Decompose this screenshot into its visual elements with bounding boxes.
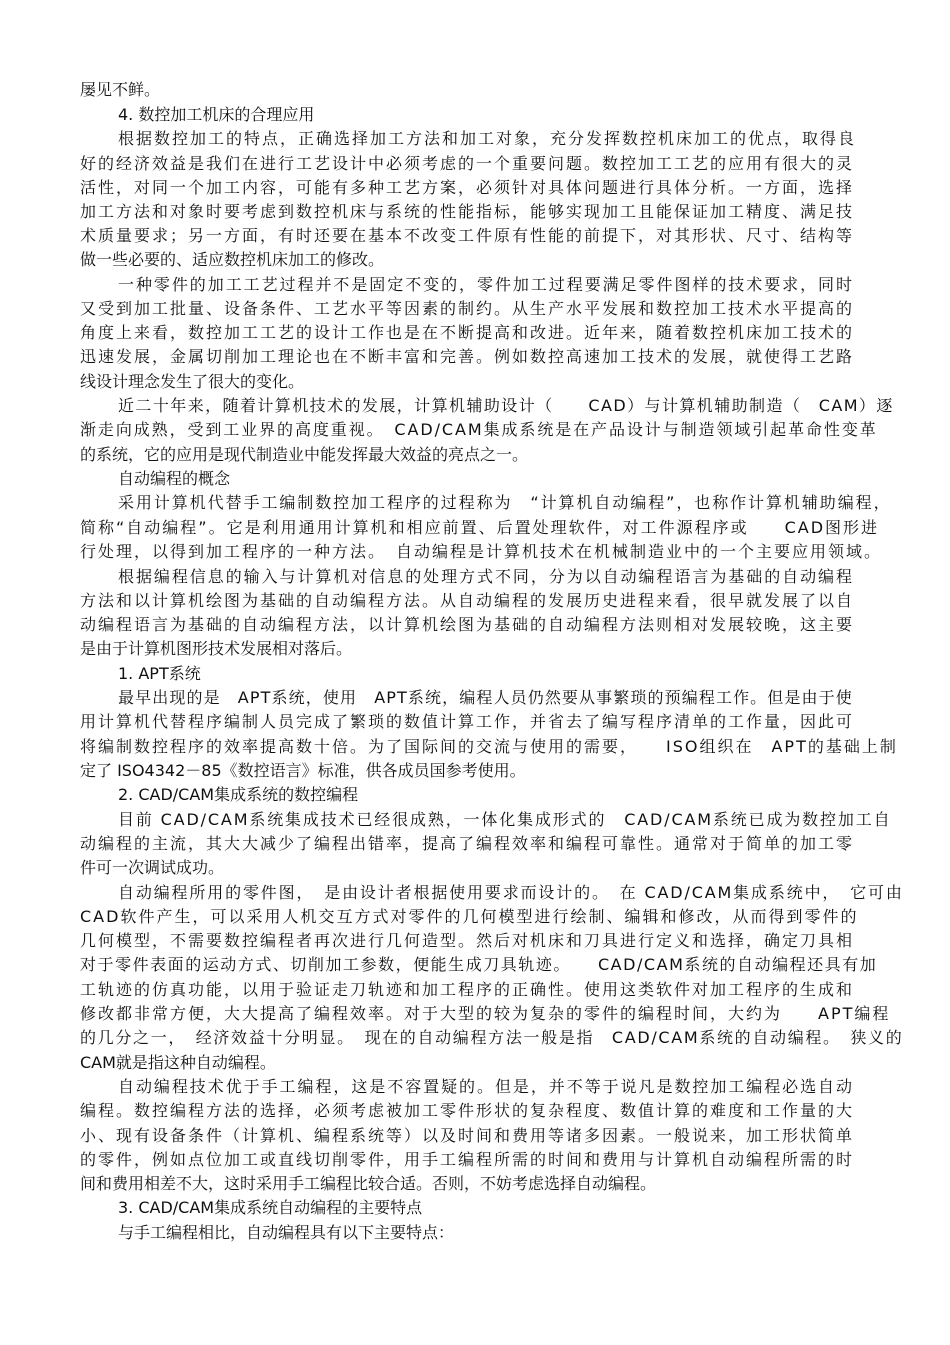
text-line: 与手工编程相比，自动编程具有以下主要特点： <box>118 1223 455 1242</box>
text-line: 的零件，例如点位加工或直线切削零件，用手工编程所需的时间和费用与计算机自动编程所需的时 <box>80 1150 855 1169</box>
text-line: 术质量要求；另一方面，有时还要在基本不改变工件原有性能的前提下，对其形状、尺寸、结构等 <box>80 226 855 245</box>
text-line: 间和费用相差不大，这时采用手工编程比较合适。否则，不妨考虑选择自动编程。 <box>80 1174 657 1193</box>
text-line: 一种零件的加工工艺过程并不是固定不变的，零件加工过程要满足零件图样的技术要求，同时 <box>118 275 854 294</box>
text-line: 采用计算机代替手工编制数控加工程序的过程称为 “计算机自动编程”，也称作计算机辅助编程， <box>118 493 892 512</box>
text-line: 做一些必要的、适应数控机床加工的修改。 <box>80 250 385 269</box>
text-line: 渐走向成熟，受到工业界的高度重视。 CAD/CAM集成系统是在产品设计与制造领域引起革命性变革 <box>80 420 878 439</box>
text-line: 的几分之一， 经济效益十分明显。 现在的自动编程方法一般是指 CAD/CAM系统的自动编程。 狭义的 <box>80 1028 904 1047</box>
text-line: 定了 ISO4342－85《数控语言》标准，供各成员国参考使用。 <box>80 761 526 780</box>
text-line: 1. APT系统 <box>118 664 201 683</box>
text-line: 几何模型，不需要数控编程者再次进行几何造型。然后对机床和刀具进行定义和选择，确定刀具相 <box>80 931 855 950</box>
text-line: 的系统，它的应用是现代制造业中能发挥最大效益的亮点之一。 <box>80 445 529 464</box>
text-line: 自动编程的概念 <box>118 469 231 488</box>
text-line: 3. CAD/CAM集成系统自动编程的主要特点 <box>118 1198 423 1217</box>
text-line: 加工方法和对象时要考虑到数控机床与系统的性能指标，能够实现加工且能保证加工精度、满足技 <box>80 202 855 221</box>
text-line: 4. 数控加工机床的合理应用 <box>118 105 315 124</box>
text-line: 自动编程所用的零件图， 是由设计者根据使用要求而设计的。 在 CAD/CAM集成系统中， 它可由 <box>118 883 904 902</box>
text-line: 屡见不鲜。 <box>80 80 161 99</box>
text-line: 工轨迹的仿真功能，以用于验证走刀轨迹和加工程序的正确性。使用这类软件对加工程序的生成和 <box>80 980 855 999</box>
text-line: 好的经济效益是我们在进行工艺设计中必须考虑的一个重要问题。数控加工工艺的应用有很大的灵 <box>80 154 855 173</box>
text-line: CAM就是指这种自动编程。 <box>80 1053 276 1072</box>
text-line: 对于零件表面的运动方式、切削加工参数，便能生成刀具轨迹。 CAD/CAM系统的自动编程还具有加 <box>80 955 878 974</box>
text-line: 根据数控加工的特点，正确选择加工方法和加工对象，充分发挥数控机床加工的优点，取得良 <box>118 129 857 148</box>
text-line: 将编制数控程序的效率提高数十倍。为了国际间的交流与使用的需要， ISO组织在 APT的基础上制 <box>80 737 898 756</box>
text-line: 活性，对同一个加工内容，可能有多种工艺方案，必须针对具体问题进行具体分析。一方面，选择 <box>80 178 855 197</box>
text-line: 根据编程信息的输入与计算机对信息的处理方式不同，分为以自动编程语言为基础的自动编程 <box>118 567 854 586</box>
text-line: 动编程语言为基础的自动编程方法，以计算机绘图为基础的自动编程方法则相对发展较晚，这主要 <box>80 615 855 634</box>
text-line: 方法和以计算机绘图为基础的自动编程方法。从自动编程的发展历史进程来看，很早就发展了以自 <box>80 591 855 610</box>
text-line: 修改都非常方便，大大提高了编程效率。对于大型的较为复杂的零件的编程时间，大约为 APT编程 <box>80 1004 891 1023</box>
text-line: 件可一次调试成功。 <box>80 858 225 877</box>
text-line: 目前 CAD/CAM系统集成技术已经很成熟，一体化集成形式的 CAD/CAM系统已成为数控加工自 <box>118 810 892 829</box>
text-line: 迅速发展，金属切削加工理论也在不断丰富和完善。例如数控高速加工技术的发展，就使得工艺路 <box>80 347 855 366</box>
text-line: 线设计理念发生了很大的变化。 <box>80 372 305 391</box>
text-line: 动编程的主流，其大大减少了编程出错率，提高了编程效率和编程可靠性。通常对于简单的加工零 <box>80 834 855 853</box>
text-line: CAD软件产生，可以采用人机交互方式对零件的几何模型进行绘制、编辑和修改，从而得到零件的 <box>80 907 859 926</box>
text-line: 小、现有设备条件（计算机、编程系统等）以及时间和费用等诸多因素。一般说来，加工形状简单 <box>80 1126 855 1145</box>
text-line: 自动编程技术优于手工编程，这是不容置疑的。但是，并不等于说凡是数控加工编程必选自动 <box>118 1077 854 1096</box>
text-line: 2. CAD/CAM集成系统的数控编程 <box>118 785 359 804</box>
text-line: 行处理，以得到加工程序的一种方法。 自动编程是计算机技术在机械制造业中的一个主要应用领域。 <box>80 542 883 561</box>
text-line: 用计算机代替程序编制人员完成了繁琐的数值计算工作，并省去了编写程序清单的工作量，因此可 <box>80 712 855 731</box>
text-line: 简称“自动编程”。它是利用通用计算机和相应前置、后置处理软件，对工件源程序或 CAD图形进 <box>80 518 880 537</box>
text-line: 近二十年来，随着计算机技术的发展，计算机辅助设计（ CAD）与计算机辅助制造（ CAM）逐 <box>118 396 894 415</box>
text-line: 又受到加工批量、设备条件、工艺水平等因素的制约。从生产水平发展和数控加工技术水平提高的 <box>80 299 855 318</box>
text-line: 是由于计算机图形技术发展相对落后。 <box>80 639 353 658</box>
text-line: 编程。数控编程方法的选择，必须考虑被加工零件形状的复杂程度、数值计算的难度和工作量的大 <box>80 1101 855 1120</box>
text-line: 角度上来看，数控加工工艺的设计工作也是在不断提高和改进。近年来，随着数控机床加工技术的 <box>80 323 855 342</box>
text-line: 最早出现的是 APT系统，使用 APT系统，编程人员仍然要从事繁琐的预编程工作。但是由于使 <box>118 688 853 707</box>
